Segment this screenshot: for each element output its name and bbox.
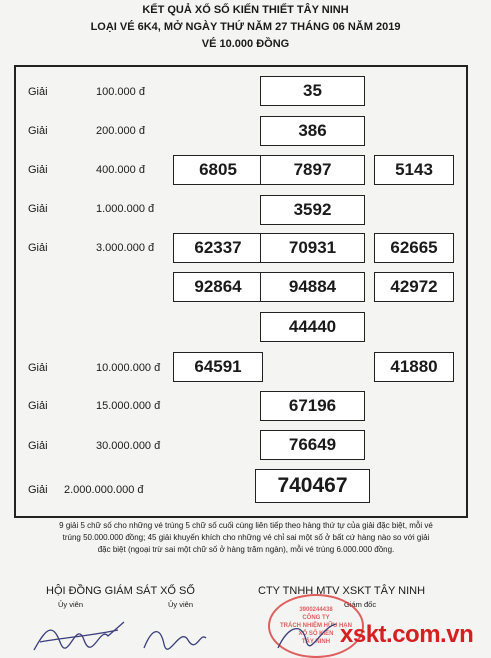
prize-amount-special: 2.000.000.000 đ: [64, 484, 144, 496]
number-box: 70931: [260, 233, 365, 263]
prize-notes: [24, 520, 468, 556]
prize-amount-2: 15.000.000 đ: [96, 400, 161, 412]
prize-amount-6: 400.000 đ: [96, 164, 145, 176]
title-line-1: KẾT QUẢ XỔ SỐ KIẾN THIẾT TÂY NINH: [142, 4, 349, 16]
director-role: Giám đốc: [344, 600, 377, 609]
prize-amount-5: 1.000.000 đ: [96, 203, 155, 215]
number-box: 7897: [260, 155, 365, 185]
number-box: 64591: [173, 352, 263, 382]
number-box: 5143: [374, 155, 454, 185]
prize-word: Giải: [28, 203, 48, 215]
number-box: 6805: [173, 155, 263, 185]
number-box: 92864: [173, 272, 263, 302]
stamp-line: XỔ SỐ KIẾN: [298, 631, 334, 637]
prize-word: Giải: [28, 164, 48, 176]
number-box: 35: [260, 76, 365, 106]
prize-amount-7: 200.000 đ: [96, 125, 145, 137]
prize-word: Giải: [28, 440, 48, 452]
company-title: CTY TNHH MTV XSKT TÂY NINH: [258, 585, 426, 597]
number-box: 386: [260, 116, 365, 146]
number-box: 62337: [173, 233, 263, 263]
signature-right: [272, 616, 342, 654]
stamp-line: TÂY NINH: [301, 639, 331, 645]
number-box: 67196: [260, 391, 365, 421]
number-box: 76649: [260, 430, 365, 460]
supervisory-board-title: HỘI ĐỒNG GIÁM SÁT XỔ SỐ: [46, 585, 195, 597]
prize-word: Giải: [28, 125, 48, 137]
prize-word: Giải: [28, 400, 48, 412]
watermark: xskt.com.vn: [340, 621, 474, 648]
number-box: 42972: [374, 272, 454, 302]
note-line-2: trúng 50.000.000 đồng; 45 giải khuyến khích cho những vé chỉ sai một số ở bất cứ hàng nào so với giải: [62, 533, 430, 542]
prize-amount-8: 100.000 đ: [96, 86, 145, 98]
number-box: 94884: [260, 272, 365, 302]
signature-left: [30, 612, 130, 654]
prize-word: Giải: [28, 362, 48, 374]
stamp-code: 3900244438: [299, 607, 333, 613]
prize-amount-1: 30.000.000 đ: [96, 440, 161, 452]
number-box: 41880: [374, 352, 454, 382]
stamp-line: CÔNG TY: [302, 615, 330, 621]
number-box: 44440: [260, 312, 365, 342]
prize-amount-4: 3.000.000 đ: [96, 242, 155, 254]
number-box: 62665: [374, 233, 454, 263]
prize-word: Giải: [28, 242, 48, 254]
stamp-line: TRÁCH NHIỆM HỮU HẠN: [280, 623, 352, 629]
prize-amount-3: 10.000.000 đ: [96, 362, 161, 374]
number-box: 3592: [260, 195, 365, 225]
title-line-2: LOẠI VÉ 6K4, MỞ NGÀY THỨ NĂM 27 THÁNG 06 NĂM 2019: [90, 21, 401, 33]
signature-middle: [140, 618, 210, 654]
note-line-3: đặc biệt (ngoại trừ sai một chữ số ở hàng trăm ngàn), mỗi vé trúng 6.000.000 đồng.: [97, 545, 395, 554]
member-role-2: Ủy viên: [168, 600, 194, 609]
special-prize-box: 740467: [255, 469, 370, 503]
prize-word: Giải: [28, 86, 48, 98]
member-role-1: Ủy viên: [58, 600, 84, 609]
title-line-3: VÉ 10.000 ĐỒNG: [201, 38, 290, 50]
note-line-1: 9 giải 5 chữ số cho những vé trúng 5 chữ số cuối cùng liên tiếp theo hàng thứ tự của giải đặc biệt, mỗi vé: [59, 521, 433, 530]
prize-word: Giải: [28, 484, 48, 496]
